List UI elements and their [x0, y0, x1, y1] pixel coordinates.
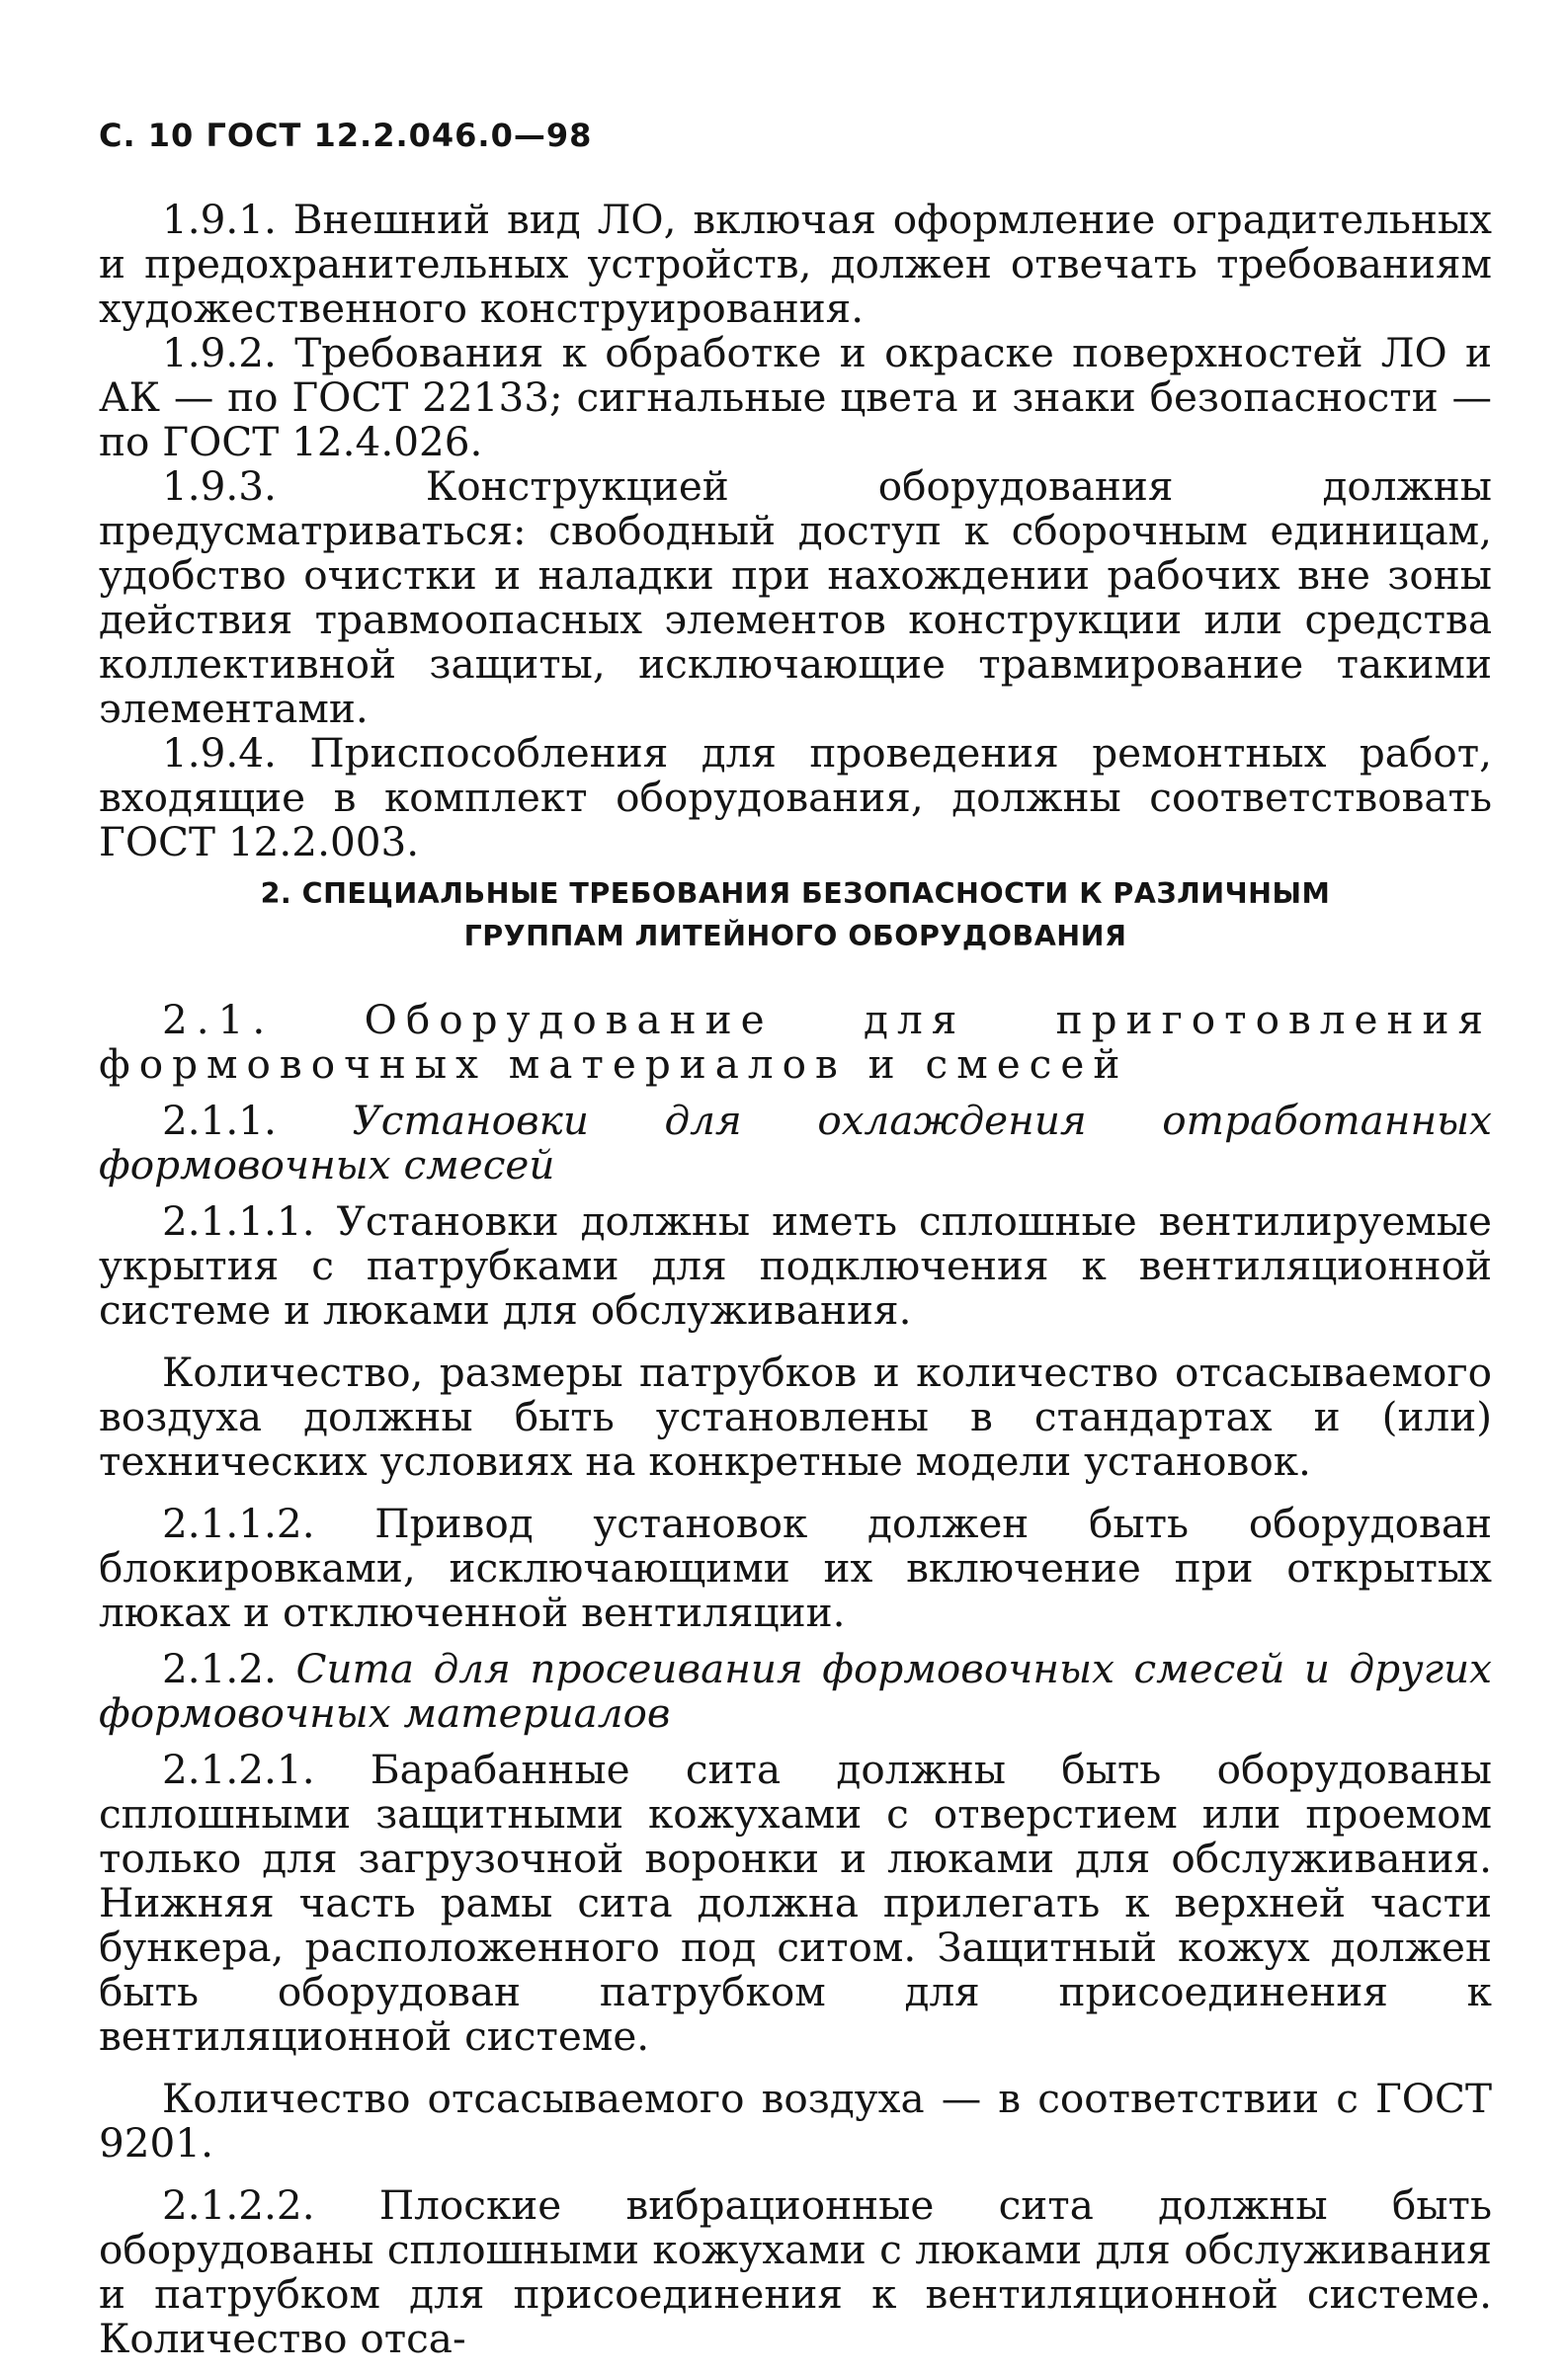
paragraph-1-9-1: 1.9.1. Внешний вид ЛО, включая оформление оградительных и предохранительных устройств, должен отвечать требованиям художественного конструирования.: [99, 196, 1492, 332]
paragraph-1-9-4: 1.9.4. Приспособления для проведения ремонтных работ, входящие в комплект оборудования, должны соответствовать ГОСТ 12.2.003.: [99, 729, 1492, 865]
paragraph-2-1-2-2: 2.1.2.2. Плоские вибрационные сита должны быть оборудованы сплошными кожухами с люками для обслуживания и патрубком для присоединения к вентиляционной системе. Количество отса-: [99, 2181, 1492, 2362]
paragraph-1-9-3: 1.9.3. Конструкцией оборудования должны предусматриваться: свободный доступ к сборочным единицам, удобство очистки и наладки при нахождении рабочих вне зоны действия травмоопасных элементов конструкции или средства коллективной защиты, исключающие травмирование такими элементами.: [99, 462, 1492, 732]
running-head: С. 10 ГОСТ 12.2.046.0—98: [99, 117, 593, 154]
paragraph-2-1-2: [99, 1647, 1492, 1736]
paragraph-2-1-1-1-continued: Количество, размеры патрубков и количество отсасываемого воздуха должны быть установлены в стандартах и (или) технических условиях на конкретные модели установок.: [99, 1349, 1492, 1485]
paragraph-2-1-2-1-continued: Количество отсасываемого воздуха — в соответствии с ГОСТ 9201.: [99, 2075, 1492, 2167]
paragraph-1-9-2: 1.9.2. Требования к обработке и окраске поверхностей ЛО и АК — по ГОСТ 22133; сигнальные цвета и знаки безопасности — по ГОСТ 12.4.026.: [99, 329, 1492, 465]
paragraph-2-1-1-1: 2.1.1.1. Установки должны иметь сплошные вентилируемые укрытия с патрубками для подключения к вентиляционной системе и люками для обслуживания.: [99, 1197, 1492, 1334]
section-2-heading-line-2: ГРУППАМ ЛИТЕЙНОГО ОБОРУДОВАНИЯ: [463, 920, 1127, 952]
paragraph-2-1-2-1: 2.1.2.1. Барабанные сита должны быть оборудованы сплошными защитными кожухами с отверстием или проемом только для загрузочной воронки и люками для обслуживания. Нижняя часть рамы сита должна прилегать к верхней части бункера, расположенного под ситом. Защитный кожух должен быть оборудован патрубком для присоединения к вентиляционной системе.: [99, 1746, 1492, 2060]
paragraph-2-1-2-number: 2.1.2.: [162, 1645, 296, 1692]
paragraph-2-1-1: [99, 1099, 1492, 1188]
paragraph-2-1-1-number: 2.1.1.: [162, 1097, 353, 1144]
section-2-heading: [99, 872, 1492, 957]
section-2-text: [99, 998, 1492, 2361]
section-2-heading-line-1: 2. СПЕЦИАЛЬНЫЕ ТРЕБОВАНИЯ БЕЗОПАСНОСТИ К РАЗЛИЧНЫМ: [260, 877, 1331, 910]
paragraph-2-1: 2.1. Оборудование для приготовления формовочных материалов и смесей: [99, 996, 1492, 1088]
section-1-9-text: [99, 198, 1492, 864]
paragraph-2-1-1-2: 2.1.1.2. Привод установок должен быть оборудован блокировками, исключающими их включение при открытых люках и отключенной вентиляции.: [99, 1500, 1492, 1636]
paragraph-2-1-2-title: Сита для просеивания формовочных смесей и других формовочных материалов: [99, 1645, 1492, 1737]
paragraph-2-1-1-title: Установки для охлаждения отработанных формовочных смесей: [99, 1097, 1492, 1188]
